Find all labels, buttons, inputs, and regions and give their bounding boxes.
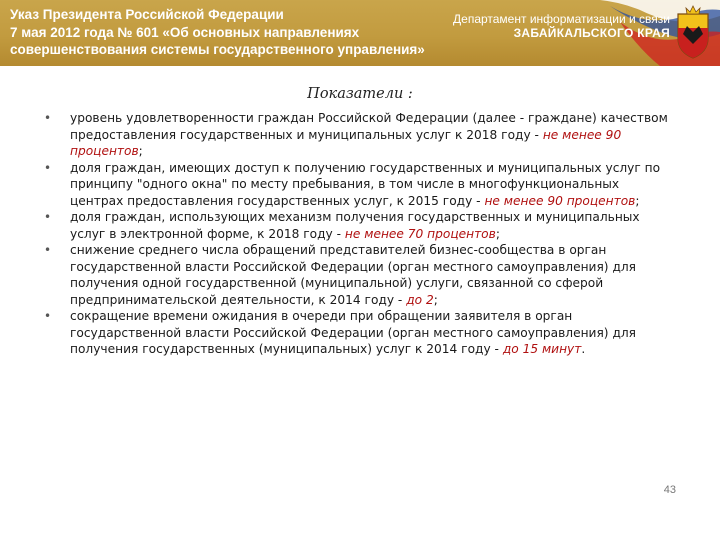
indicator-end: ; [433, 292, 438, 307]
decree-title-line: Указ Президента Российской Федерации [10, 7, 284, 22]
slide-header [0, 0, 720, 66]
department-name-line2: ЗАБАЙКАЛЬСКОГО КРАЯ [513, 26, 670, 40]
indicator-target: не менее 90 процентов [70, 127, 622, 158]
section-title: Показатели : [307, 86, 413, 102]
list-item [44, 209, 674, 242]
slide-content [0, 66, 720, 540]
decree-title [10, 6, 440, 59]
bullet-dot-icon: • [44, 160, 52, 175]
indicator-text: снижение среднего числа обращений представителей бизнес-сообщества в орган государственной власти Российской Федерации (орган местного самоуправления) для получения одной государственной (муниципальной) услуги, связанной со сферой предпринимательской деятельности, к 2014 году - [70, 243, 636, 307]
indicator-text: сокращение времени ожидания в очереди при обращении заявителя в орган государственной власти Российской Федерации (орган местного самоуправления) для получения государственных (муниципальных) услуг к 2014 году - [70, 309, 636, 356]
coat-of-arms-icon [674, 4, 712, 60]
department-name-line1: Департамент информатизации и связи [453, 12, 670, 26]
list-item [44, 242, 674, 308]
indicator-target: до 2 [406, 292, 434, 307]
indicator-end: ; [635, 193, 640, 208]
decree-title-line: совершенствования системы государственного управления» [10, 42, 425, 57]
indicator-target: не менее 90 процентов [484, 193, 636, 208]
list-item [44, 160, 674, 210]
indicator-text: доля граждан, имеющих доступ к получению государственных и муниципальных услуг по принципу "одного окна" по месту пребывания, в том числе в многофункциональных центрах предоставления государственных услуг, к 2015 году - [70, 160, 661, 208]
decree-title-line: 7 мая 2012 года № 601 «Об основных направлениях [10, 24, 360, 40]
department-name [440, 12, 670, 41]
indicator-target: не менее 70 процентов [344, 226, 496, 241]
indicator-end: ; [138, 144, 143, 158]
indicator-end: . [581, 342, 586, 356]
bullet-dot-icon: • [44, 111, 52, 125]
indicator-list [44, 110, 674, 358]
page-number: 43 [663, 484, 676, 496]
bullet-dot-icon: • [44, 243, 52, 257]
list-item [44, 308, 674, 358]
list-item [44, 110, 674, 160]
indicator-end: ; [495, 226, 500, 241]
indicator-text: уровень удовлетворенности граждан Российской Федерации (далее - граждане) качеством предоставления государственных и муниципальных услуг к 2018 году - [70, 111, 668, 142]
indicator-target: до 15 минут [502, 342, 582, 356]
indicator-text: доля граждан, использующих механизм получения государственных и муниципальных услуг в электронной форме, к 2018 году - [70, 210, 640, 241]
bullet-dot-icon: • [44, 309, 52, 323]
bullet-dot-icon: • [44, 210, 52, 224]
